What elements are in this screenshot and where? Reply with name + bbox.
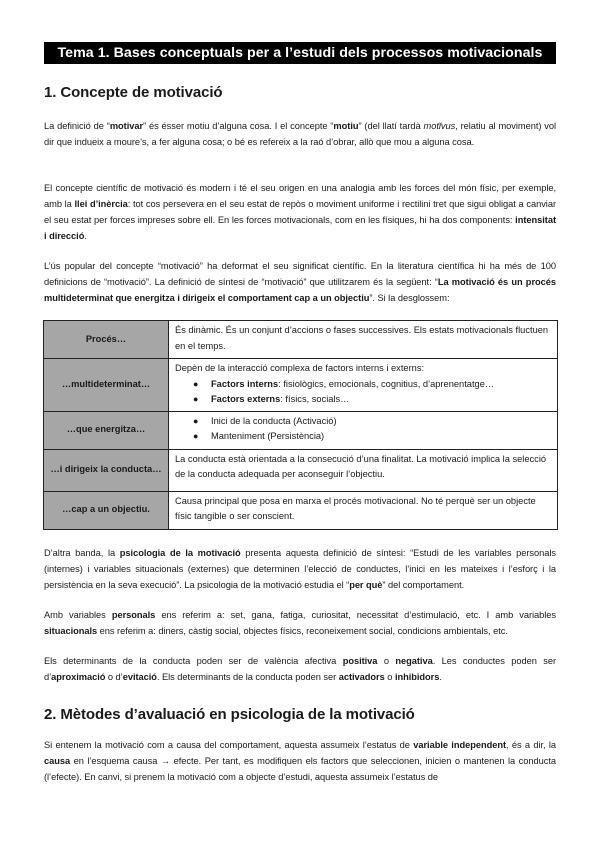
- list-item: ● Inici de la conducta (Activació): [193, 414, 551, 430]
- bullet-icon: ●: [193, 378, 199, 389]
- definition-breakdown-table: [43, 320, 558, 530]
- factors-list: [175, 377, 551, 408]
- table-label: Procés…: [44, 321, 169, 359]
- paragraph-definition-motivar: La definició de “motivar” és ésser motiu d’alguna cosa. I el concepte “motiu” (del llatí tardà motĭvus, relatiu al moviment) vol dir que indueix a moure’s, a fer alguna cosa; o bé es refereix a la raó d’obrar, allò que mou a alguna cosa.: [44, 121, 556, 147]
- paragraph-synthesis-definition: L’ús popular del concepte “motivació” ha deformat el seu significat científic. En la literatura científica hi ha més de 100 definicions de “motivació”. La definició de síntesi de “motivació” que utilitzarem és la següent: “La motivació és un procés multideterminat que energitza i dirigeix el comportament cap a un objectiu”. Si la desglossem:: [44, 261, 556, 303]
- paragraph-scientific-concept: El concepte científic de motivació és modern i té el seu origen en una analogia amb les forces del món físic, per exemple, amb la llei d’inèrcia: tot cos persevera en el seu estat de repòs o moviment uniforme i rectilini tret que sigui obligat a canviar el seu estat per forces impreses sobre ell. En les forces motivacionals, com en les físiques, hi ha dos components: intensitat i direcció.: [44, 183, 556, 241]
- bullet-icon: ●: [193, 431, 199, 441]
- table-description: La conducta està orientada a la consecució d’una finalitat. La motivació implica la selecció de la conducta adequada per aconseguir l’objectiu.: [169, 449, 558, 491]
- table-label: …multideterminat…: [44, 359, 169, 412]
- section-heading-methods: 2. Mètodes d’avaluació en psicologia de la motivació: [44, 706, 415, 723]
- table-row: [44, 449, 558, 491]
- list-item: ● Factors interns: fisiològics, emocionals, cognitius, d’aprenentatge…: [193, 377, 551, 393]
- energize-list: [175, 414, 551, 445]
- table-description: És dinàmic. És un conjunt d’accions o fases successives. Els estats motivacionals fluctuen en el temps.: [169, 321, 558, 359]
- section-heading-concept: 1. Concepte de motivació: [44, 84, 223, 101]
- table-description: Depèn de la interacció complexa de factors interns i externs: ● Factors interns: fisiològics, emocionals, cognitius, d’aprenentatge… ● Factors externs: físics, socials…: [169, 359, 558, 412]
- table-description: [169, 411, 558, 449]
- table-label: …cap a un objectiu.: [44, 491, 169, 529]
- table-row: [44, 359, 558, 412]
- list-item: ● Manteniment (Persistència): [193, 429, 551, 445]
- bullet-icon: ●: [193, 394, 199, 404]
- table-row: [44, 491, 558, 529]
- paragraph-determinants: Els determinants de la conducta poden ser de valència afectiva positiva o negativa. Les conductes poden ser d’aproximació o d’evitació. Els determinants de la conducta poden ser activadors o inhibidors.: [44, 656, 557, 682]
- paragraph-variables: Amb variables personals ens referim a: set, gana, fatiga, curiositat, necessitat d’estimulació, etc. I amb variables situacionals ens referim a: diners, càstig social, objectes físics, reconeixement social, condicions ambientals, etc.: [44, 610, 556, 636]
- table-row: [44, 321, 558, 359]
- paragraph-independent-variable: Si entenem la motivació com a causa del comportament, aquesta assumeix l’estatus de variable independent, és a dir, la causa en l’esquema causa → efecte. Per tant, es modifiquen els factors que seleccionen, inicien o mantenen la conducta (l’efecte). En canvi, si prenem la motivació com a objecte d’estudi, aquesta assumeix l’estatus de: [44, 740, 556, 782]
- table-label: …que energitza…: [44, 411, 169, 449]
- document-title: Tema 1. Bases conceptuals per a l’estudi dels processos motivacionals: [44, 42, 556, 64]
- list-item: ● Factors externs: físics, socials…: [193, 392, 551, 408]
- table-row: [44, 411, 558, 449]
- paragraph-psychology-of-motivation: D’altra banda, la psicologia de la motivació presenta aquesta definició de síntesi: “Estudi de les variables personals (internes) i variables situacionals (externes) que determinen l’elecció de conductes, l’inici en les mateixes i l’esforç i la persistència en la seva execució”. La psicologia de la motivació estudia el “per què” del comportament.: [44, 548, 556, 590]
- bullet-icon: ●: [193, 415, 199, 426]
- table-description: Causa principal que posa en marxa el procés motivacional. No té perquè ser un objecte físic tangible o ser conscient.: [169, 491, 558, 529]
- table-label: …i dirigeix la conducta…: [44, 449, 169, 491]
